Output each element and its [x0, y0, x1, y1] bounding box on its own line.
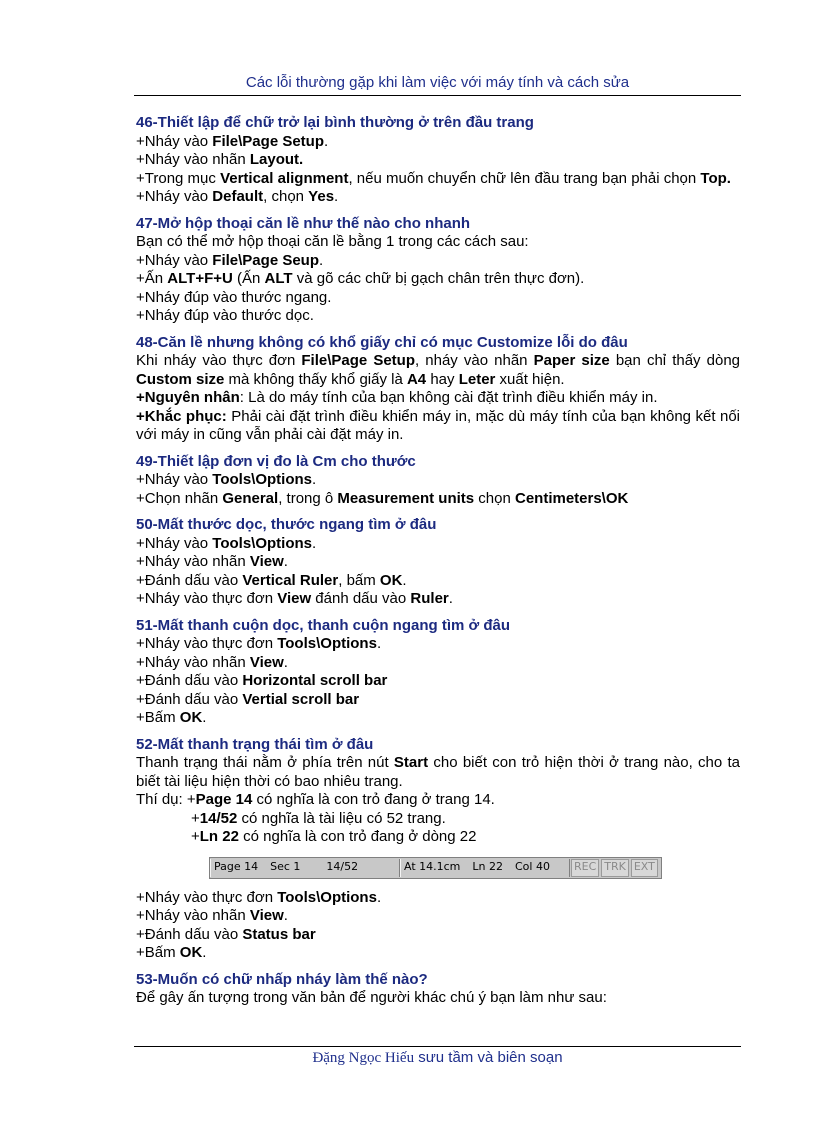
section-title: 53-Muốn có chữ nhấp nháy làm thế nào?	[136, 970, 428, 988]
section-title: 49-Thiết lập đơn vị đo là Cm cho thước	[136, 452, 416, 470]
text-line: +Nháy vào nhãn Layout.	[136, 151, 304, 168]
footer-text: sưu tầm và biên soạn	[414, 1049, 563, 1066]
status-page-section	[210, 859, 400, 877]
status-at: At 14.1cm	[404, 860, 461, 874]
text-line: +Nháy vào nhãn View.	[136, 907, 288, 924]
text-line: +Nháy đúp vào thước ngang.	[136, 288, 332, 306]
status-page: Page 14	[214, 860, 259, 874]
footer-rule	[134, 1046, 741, 1047]
text-line: +Bấm OK.	[136, 944, 207, 961]
status-position	[400, 859, 570, 877]
section-title: 50-Mất thước dọc, thước ngang tìm ở đâu	[136, 516, 437, 533]
status-ext: EXT	[631, 859, 658, 877]
text-line: +Nháy vào Tools\Options.	[136, 534, 317, 552]
status-pages: 14/52	[326, 860, 359, 874]
text-line: Thí dụ: +Page 14 có nghĩa là con trỏ đang ở trang 14.	[136, 791, 495, 808]
text-line: +Nháy vào nhãn View.	[136, 653, 288, 671]
text-line: Bạn có thể mở hộp thoại căn lề bằng 1 trong các cách sau:	[136, 233, 529, 250]
text-line: +Đánh dấu vào Vertial scroll bar	[136, 690, 360, 708]
text-line: +Nháy vào thực đơn View đánh dấu vào Ruler.	[136, 590, 453, 607]
footer-author: Đặng Ngọc Hiếu	[312, 1050, 415, 1066]
status-bar-image	[209, 857, 662, 879]
text-line: +Đánh dấu vào Horizontal scroll bar	[136, 672, 388, 689]
page-header: Các lỗi thường gặp khi làm việc với máy tính và cách sửa	[245, 74, 630, 91]
text-paragraph: Thanh trạng thái nằm ở phía trên nút Start cho biết con trỏ hiện thời ở trang nào, cho ta biết tài liệu hiện thời có bao nhiêu trang.	[136, 754, 741, 790]
text-line: +Bấm OK.	[136, 709, 207, 726]
text-paragraph: Khi nháy vào thực đơn File\Page Setup, nháy vào nhãn Paper size bạn chỉ thấy dòng Custom size mà không thấy khổ giấy là A4 hay Leter xuất hiện.	[136, 352, 741, 388]
text-line: +14/52 có nghĩa là tài liệu có 52 trang.	[191, 809, 446, 827]
text-line: +Nháy vào thực đơn Tools\Options.	[136, 635, 382, 652]
status-rec: REC	[571, 859, 599, 877]
text-line: +Nháy vào Tools\Options.	[136, 471, 317, 488]
section-46	[136, 114, 740, 207]
page-footer	[134, 1049, 741, 1067]
section-title: 48-Căn lề nhưng không có khổ giấy chỉ có mục Customize lỗi do đâu	[136, 333, 628, 351]
text-line: +Đánh dấu vào Status bar	[136, 925, 316, 943]
text-line: +Chọn nhãn General, trong ô Measurement units chọn Centimeters\OK	[136, 489, 629, 507]
section-52	[136, 736, 740, 963]
text-line: +Nháy vào File\Page Seup.	[136, 251, 324, 269]
section-title: 47-Mở hộp thoại căn lề như thế nào cho nhanh	[136, 214, 471, 232]
section-53	[136, 971, 740, 1008]
status-line: Ln 22	[472, 860, 503, 874]
status-col: Col 40	[515, 860, 550, 874]
section-51	[136, 617, 740, 728]
text-paragraph: +Trong mục Vertical alignment, nếu muốn chuyển chữ lên đầu trang bạn phải chọn Top.	[136, 169, 731, 187]
text-line: +Nháy đúp vào thước dọc.	[136, 307, 314, 324]
text-paragraph: +Nguyên nhân: Là do máy tính của bạn không cài đặt trình điều khiển máy in.	[136, 389, 658, 406]
section-47	[136, 215, 740, 326]
section-49	[136, 453, 740, 509]
text-line: +Ln 22 có nghĩa là con trỏ đang ở dòng 22	[191, 828, 477, 845]
text-line: +Nháy vào nhãn View.	[136, 553, 288, 570]
status-trk: TRK	[601, 859, 629, 877]
document-body	[136, 114, 740, 1016]
section-50	[136, 516, 740, 609]
text-line: +Đánh dấu vào Vertical Ruler, bấm OK.	[136, 571, 407, 589]
text-line: +Nháy vào Default, chọn Yes.	[136, 188, 339, 205]
status-section: Sec 1	[270, 860, 301, 874]
text-line: Để gây ấn tượng trong văn bản để người khác chú ý bạn làm như sau:	[136, 989, 607, 1006]
text-paragraph: +Khắc phục: Phải cài đặt trình điều khiển máy in, mặc dù máy tính của bạn không kết nối với máy in cũng vẫn phải cài đặt máy in.	[136, 407, 741, 443]
text-line: +Nháy vào File\Page Setup.	[136, 132, 329, 150]
header-rule	[134, 95, 741, 96]
text-line: +Nháy vào thực đơn Tools\Options.	[136, 888, 382, 906]
section-title: 52-Mất thanh trạng thái tìm ở đâu	[136, 735, 374, 753]
text-line: +Ấn ALT+F+U (Ấn ALT và gõ các chữ bị gạch chân trên thực đơn).	[136, 270, 585, 287]
section-title: 46-Thiết lập để chữ trở lại bình thường ở trên đầu trang	[136, 114, 534, 131]
section-48	[136, 334, 740, 445]
section-title: 51-Mất thanh cuộn dọc, thanh cuộn ngang tìm ở đâu	[136, 616, 510, 634]
